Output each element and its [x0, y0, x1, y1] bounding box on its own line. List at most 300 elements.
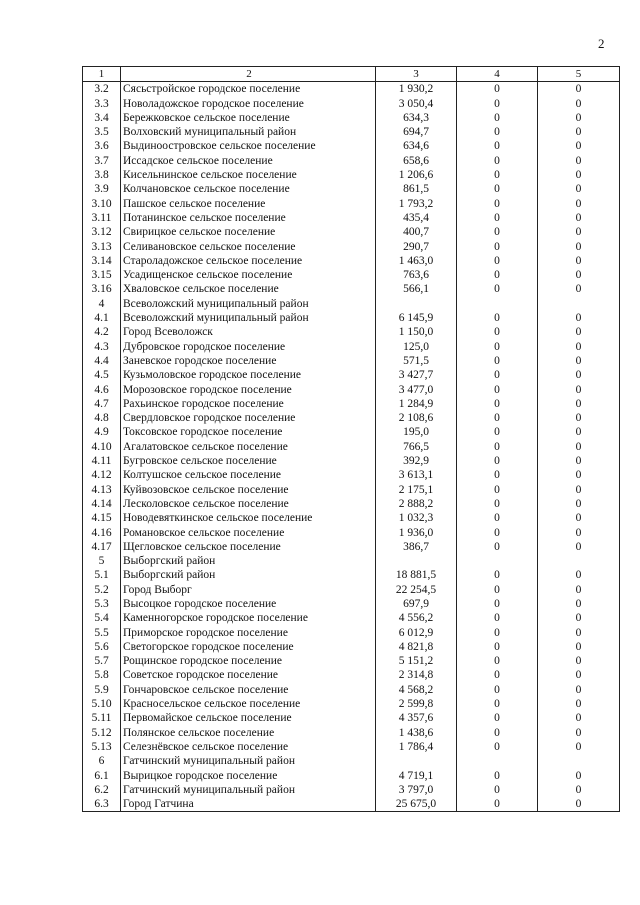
- row-value-col3: 2 314,8: [376, 668, 457, 682]
- row-name: Дубровское городское поселение: [121, 340, 376, 354]
- row-name: Сясьстройское городское поселение: [121, 82, 376, 97]
- row-value-col5: 0: [538, 82, 620, 97]
- row-value-col5: 0: [538, 611, 620, 625]
- table-row: [83, 311, 620, 325]
- row-number: 5.5: [83, 626, 121, 640]
- row-value-col3: 2 599,8: [376, 697, 457, 711]
- allocation-table: [82, 66, 620, 812]
- row-name: Гончаровское сельское поселение: [121, 683, 376, 697]
- row-name: Кузьмоловское городское поселение: [121, 368, 376, 382]
- row-name: Волховский муниципальный район: [121, 125, 376, 139]
- row-value-col5: 0: [538, 254, 620, 268]
- table-row: [83, 411, 620, 425]
- row-value-col3: 400,7: [376, 225, 457, 239]
- row-name: Рахьинское городское поселение: [121, 397, 376, 411]
- table-row: [83, 425, 620, 439]
- row-value-col5: 0: [538, 97, 620, 111]
- row-number: 3.5: [83, 125, 121, 139]
- header-col-5: 5: [538, 67, 620, 82]
- row-value-col5: 0: [538, 182, 620, 196]
- row-value-col5: 0: [538, 583, 620, 597]
- row-value-col5: 0: [538, 526, 620, 540]
- row-name: Бережковское сельское поселение: [121, 111, 376, 125]
- row-value-col3: 125,0: [376, 340, 457, 354]
- table-row: [83, 683, 620, 697]
- row-value-col4: 0: [457, 383, 538, 397]
- row-value-col4: [457, 754, 538, 768]
- section-row: [83, 554, 620, 568]
- row-value-col4: 0: [457, 97, 538, 111]
- table-row: [83, 654, 620, 668]
- row-value-col5: 0: [538, 540, 620, 554]
- row-name: Бугровское сельское поселение: [121, 454, 376, 468]
- row-name: Всеволожский муниципальный район: [121, 311, 376, 325]
- row-value-col4: 0: [457, 583, 538, 597]
- row-value-col4: 0: [457, 511, 538, 525]
- row-name: Всеволожский муниципальный район: [121, 297, 376, 311]
- row-name: Красносельское сельское поселение: [121, 697, 376, 711]
- row-name: Хваловское сельское поселение: [121, 282, 376, 296]
- row-number: 6.2: [83, 783, 121, 797]
- row-number: 5.8: [83, 668, 121, 682]
- row-value-col5: 0: [538, 325, 620, 339]
- row-number: 3.13: [83, 240, 121, 254]
- row-name: Агалатовское сельское поселение: [121, 440, 376, 454]
- row-value-col4: 0: [457, 597, 538, 611]
- row-name: Морозовское городское поселение: [121, 383, 376, 397]
- row-value-col4: 0: [457, 668, 538, 682]
- row-value-col4: 0: [457, 568, 538, 582]
- row-value-col5: 0: [538, 411, 620, 425]
- row-value-col3: 386,7: [376, 540, 457, 554]
- header-col-4: 4: [457, 67, 538, 82]
- row-number: 3.16: [83, 282, 121, 296]
- table-row: [83, 740, 620, 754]
- section-row: [83, 297, 620, 311]
- row-value-col5: [538, 554, 620, 568]
- row-value-col5: 0: [538, 311, 620, 325]
- row-value-col4: 0: [457, 683, 538, 697]
- row-value-col5: 0: [538, 268, 620, 282]
- table-row: [83, 397, 620, 411]
- row-value-col3: 2 888,2: [376, 497, 457, 511]
- row-value-col4: 0: [457, 340, 538, 354]
- row-value-col5: [538, 297, 620, 311]
- row-name: Свирицкое сельское поселение: [121, 225, 376, 239]
- table-row: [83, 154, 620, 168]
- row-number: 4.16: [83, 526, 121, 540]
- table-row: [83, 168, 620, 182]
- row-value-col3: 2 108,6: [376, 411, 457, 425]
- row-value-col5: 0: [538, 740, 620, 754]
- row-value-col4: 0: [457, 654, 538, 668]
- row-value-col4: 0: [457, 440, 538, 454]
- row-value-col3: 4 719,1: [376, 769, 457, 783]
- row-value-col4: 0: [457, 711, 538, 725]
- row-value-col3: 1 936,0: [376, 526, 457, 540]
- row-value-col4: 0: [457, 82, 538, 97]
- row-value-col4: 0: [457, 268, 538, 282]
- row-value-col3: 195,0: [376, 425, 457, 439]
- row-value-col4: 0: [457, 182, 538, 196]
- table-row: [83, 497, 620, 511]
- row-number: 4.8: [83, 411, 121, 425]
- row-number: 6.1: [83, 769, 121, 783]
- row-value-col4: 0: [457, 139, 538, 153]
- row-value-col3: 1 463,0: [376, 254, 457, 268]
- table-row: [83, 726, 620, 740]
- row-name: Каменногорское городское поселение: [121, 611, 376, 625]
- row-number: 5.13: [83, 740, 121, 754]
- row-value-col3: 2 175,1: [376, 483, 457, 497]
- row-number: 4.17: [83, 540, 121, 554]
- row-value-col3: 3 797,0: [376, 783, 457, 797]
- row-name: Староладожское сельское поселение: [121, 254, 376, 268]
- table-row: [83, 440, 620, 454]
- row-name: Щегловское сельское поселение: [121, 540, 376, 554]
- table-row: [83, 111, 620, 125]
- row-value-col5: 0: [538, 726, 620, 740]
- table-row: [83, 240, 620, 254]
- row-name: Полянское сельское поселение: [121, 726, 376, 740]
- row-name: Лесколовское сельское поселение: [121, 497, 376, 511]
- table-row: [83, 354, 620, 368]
- row-value-col3: [376, 297, 457, 311]
- row-value-col5: 0: [538, 368, 620, 382]
- row-number: 4.3: [83, 340, 121, 354]
- row-value-col4: 0: [457, 397, 538, 411]
- header-col-3: 3: [376, 67, 457, 82]
- header-col-2: 2: [121, 67, 376, 82]
- table-header-row: [83, 67, 620, 82]
- row-value-col4: 0: [457, 526, 538, 540]
- row-value-col5: 0: [538, 240, 620, 254]
- row-number: 3.15: [83, 268, 121, 282]
- row-value-col4: 0: [457, 454, 538, 468]
- row-number: 5: [83, 554, 121, 568]
- row-value-col3: 1 206,6: [376, 168, 457, 182]
- row-name: Кисельнинское сельское поселение: [121, 168, 376, 182]
- row-name: Город Гатчина: [121, 797, 376, 812]
- row-value-col3: 6 012,9: [376, 626, 457, 640]
- row-value-col3: 435,4: [376, 211, 457, 225]
- row-value-col5: 0: [538, 383, 620, 397]
- row-value-col5: 0: [538, 397, 620, 411]
- table-row: [83, 268, 620, 282]
- row-number: 4.1: [83, 311, 121, 325]
- row-number: 5.3: [83, 597, 121, 611]
- row-number: 5.1: [83, 568, 121, 582]
- table-row: [83, 668, 620, 682]
- table-row: [83, 82, 620, 97]
- row-name: Усадищенское сельское поселение: [121, 268, 376, 282]
- table-row: [83, 597, 620, 611]
- row-value-col4: 0: [457, 540, 538, 554]
- table-row: [83, 340, 620, 354]
- table-row: [83, 468, 620, 482]
- table-row: [83, 182, 620, 196]
- row-number: 4.6: [83, 383, 121, 397]
- row-number: 5.9: [83, 683, 121, 697]
- table-row: [83, 797, 620, 812]
- row-number: 3.6: [83, 139, 121, 153]
- row-value-col4: 0: [457, 168, 538, 182]
- row-value-col5: 0: [538, 154, 620, 168]
- table-row: [83, 368, 620, 382]
- row-value-col5: 0: [538, 354, 620, 368]
- row-name: Иссадское сельское поселение: [121, 154, 376, 168]
- row-number: 4.12: [83, 468, 121, 482]
- row-number: 4.15: [83, 511, 121, 525]
- row-value-col4: 0: [457, 282, 538, 296]
- row-name: Колтушское сельское поселение: [121, 468, 376, 482]
- table-row: [83, 254, 620, 268]
- row-name: Колчановское сельское поселение: [121, 182, 376, 196]
- row-number: 5.2: [83, 583, 121, 597]
- row-value-col4: 0: [457, 111, 538, 125]
- table-row: [83, 568, 620, 582]
- row-value-col3: 1 150,0: [376, 325, 457, 339]
- row-number: 6.3: [83, 797, 121, 812]
- row-value-col5: 0: [538, 597, 620, 611]
- row-number: 4.4: [83, 354, 121, 368]
- header-col-1: 1: [83, 67, 121, 82]
- row-number: 4.13: [83, 483, 121, 497]
- row-value-col4: 0: [457, 697, 538, 711]
- row-name: Токсовское городское поселение: [121, 425, 376, 439]
- row-value-col3: 634,6: [376, 139, 457, 153]
- row-value-col3: [376, 754, 457, 768]
- row-value-col3: 4 357,6: [376, 711, 457, 725]
- row-name: Куйвозовское сельское поселение: [121, 483, 376, 497]
- row-value-col4: 0: [457, 240, 538, 254]
- row-number: 3.4: [83, 111, 121, 125]
- table-row: [83, 783, 620, 797]
- row-value-col5: 0: [538, 125, 620, 139]
- table-row: [83, 225, 620, 239]
- row-value-col4: 0: [457, 626, 538, 640]
- row-value-col3: 766,5: [376, 440, 457, 454]
- row-name: Селивановское сельское поселение: [121, 240, 376, 254]
- row-name: Рощинское городское поселение: [121, 654, 376, 668]
- row-number: 3.14: [83, 254, 121, 268]
- row-value-col5: 0: [538, 111, 620, 125]
- table-row: [83, 583, 620, 597]
- row-value-col4: 0: [457, 154, 538, 168]
- row-value-col4: 0: [457, 740, 538, 754]
- row-value-col4: 0: [457, 125, 538, 139]
- row-value-col4: 0: [457, 254, 538, 268]
- row-value-col4: 0: [457, 368, 538, 382]
- row-value-col5: 0: [538, 211, 620, 225]
- row-value-col3: 4 556,2: [376, 611, 457, 625]
- row-value-col5: 0: [538, 282, 620, 296]
- row-value-col4: 0: [457, 354, 538, 368]
- row-value-col4: 0: [457, 411, 538, 425]
- row-value-col3: 392,9: [376, 454, 457, 468]
- row-value-col5: 0: [538, 640, 620, 654]
- row-name: Свердловское городское поселение: [121, 411, 376, 425]
- table-row: [83, 383, 620, 397]
- row-number: 3.3: [83, 97, 121, 111]
- row-value-col3: 658,6: [376, 154, 457, 168]
- row-value-col4: [457, 554, 538, 568]
- row-value-col5: 0: [538, 511, 620, 525]
- row-value-col3: 6 145,9: [376, 311, 457, 325]
- row-value-col3: 3 050,4: [376, 97, 457, 111]
- row-value-col3: 4 821,8: [376, 640, 457, 654]
- row-value-col4: 0: [457, 611, 538, 625]
- row-name: Советское городское поселение: [121, 668, 376, 682]
- row-name: Романовское сельское поселение: [121, 526, 376, 540]
- section-row: [83, 754, 620, 768]
- row-value-col3: 634,3: [376, 111, 457, 125]
- row-name: Гатчинский муниципальный район: [121, 783, 376, 797]
- row-number: 4.7: [83, 397, 121, 411]
- row-number: 4.2: [83, 325, 121, 339]
- row-number: 5.11: [83, 711, 121, 725]
- row-number: 3.12: [83, 225, 121, 239]
- row-value-col4: 0: [457, 197, 538, 211]
- row-value-col5: 0: [538, 797, 620, 812]
- row-value-col3: 5 151,2: [376, 654, 457, 668]
- table-row: [83, 511, 620, 525]
- row-value-col5: 0: [538, 497, 620, 511]
- row-value-col4: 0: [457, 225, 538, 239]
- row-number: 4.14: [83, 497, 121, 511]
- row-number: 4.5: [83, 368, 121, 382]
- row-value-col4: 0: [457, 468, 538, 482]
- row-value-col5: 0: [538, 168, 620, 182]
- row-number: 5.4: [83, 611, 121, 625]
- row-number: 4: [83, 297, 121, 311]
- row-value-col5: 0: [538, 654, 620, 668]
- row-value-col3: [376, 554, 457, 568]
- row-value-col4: 0: [457, 483, 538, 497]
- row-value-col4: 0: [457, 797, 538, 812]
- row-number: 3.8: [83, 168, 121, 182]
- row-value-col5: 0: [538, 340, 620, 354]
- table-row: [83, 211, 620, 225]
- row-value-col4: 0: [457, 425, 538, 439]
- row-number: 5.12: [83, 726, 121, 740]
- row-value-col3: 1 793,2: [376, 197, 457, 211]
- row-value-col5: 0: [538, 468, 620, 482]
- row-number: 4.11: [83, 454, 121, 468]
- row-number: 3.2: [83, 82, 121, 97]
- table-row: [83, 325, 620, 339]
- table-row: [83, 611, 620, 625]
- table-body: [83, 67, 620, 812]
- row-value-col5: 0: [538, 197, 620, 211]
- row-name: Новоладожское городское поселение: [121, 97, 376, 111]
- row-value-col5: 0: [538, 697, 620, 711]
- row-name: Гатчинский муниципальный район: [121, 754, 376, 768]
- row-value-col5: 0: [538, 454, 620, 468]
- row-name: Светогорское городское поселение: [121, 640, 376, 654]
- row-name: Заневское городское поселение: [121, 354, 376, 368]
- table-row: [83, 769, 620, 783]
- row-number: 5.7: [83, 654, 121, 668]
- row-value-col4: [457, 297, 538, 311]
- row-name: Первомайское сельское поселение: [121, 711, 376, 725]
- row-value-col3: 1 438,6: [376, 726, 457, 740]
- row-value-col4: 0: [457, 497, 538, 511]
- row-value-col3: 25 675,0: [376, 797, 457, 812]
- table-row: [83, 282, 620, 296]
- row-number: 4.9: [83, 425, 121, 439]
- row-name: Город Выборг: [121, 583, 376, 597]
- row-number: 5.10: [83, 697, 121, 711]
- row-value-col3: 3 613,1: [376, 468, 457, 482]
- row-value-col3: 763,6: [376, 268, 457, 282]
- table-row: [83, 139, 620, 153]
- row-number: 5.6: [83, 640, 121, 654]
- row-value-col3: 1 032,3: [376, 511, 457, 525]
- table-row: [83, 526, 620, 540]
- row-value-col3: 18 881,5: [376, 568, 457, 582]
- row-number: 3.10: [83, 197, 121, 211]
- row-value-col5: 0: [538, 440, 620, 454]
- table-row: [83, 483, 620, 497]
- row-number: 4.10: [83, 440, 121, 454]
- row-number: 3.7: [83, 154, 121, 168]
- table-row: [83, 640, 620, 654]
- row-value-col4: 0: [457, 311, 538, 325]
- row-name: Высоцкое городское поселение: [121, 597, 376, 611]
- row-value-col4: 0: [457, 211, 538, 225]
- row-value-col3: 571,5: [376, 354, 457, 368]
- row-value-col5: 0: [538, 139, 620, 153]
- row-value-col4: 0: [457, 769, 538, 783]
- row-value-col3: 861,5: [376, 182, 457, 196]
- row-name: Селезнёвское сельское поселение: [121, 740, 376, 754]
- page-number: 2: [598, 36, 605, 51]
- row-value-col3: 1 284,9: [376, 397, 457, 411]
- table-row: [83, 454, 620, 468]
- row-value-col3: 1 786,4: [376, 740, 457, 754]
- row-name: Потанинское сельское поселение: [121, 211, 376, 225]
- row-value-col4: 0: [457, 325, 538, 339]
- row-value-col5: 0: [538, 769, 620, 783]
- row-value-col5: [538, 754, 620, 768]
- row-name: Приморское городское поселение: [121, 626, 376, 640]
- row-number: 6: [83, 754, 121, 768]
- row-name: Город Всеволожск: [121, 325, 376, 339]
- row-name: Выборгский район: [121, 568, 376, 582]
- row-value-col3: 694,7: [376, 125, 457, 139]
- row-name: Вырицкое городское поселение: [121, 769, 376, 783]
- row-value-col3: 1 930,2: [376, 82, 457, 97]
- table-row: [83, 125, 620, 139]
- row-number: 3.11: [83, 211, 121, 225]
- row-value-col3: 3 427,7: [376, 368, 457, 382]
- row-value-col3: 3 477,0: [376, 383, 457, 397]
- row-value-col5: 0: [538, 425, 620, 439]
- table-row: [83, 97, 620, 111]
- row-number: 3.9: [83, 182, 121, 196]
- row-value-col3: 4 568,2: [376, 683, 457, 697]
- row-value-col5: 0: [538, 668, 620, 682]
- row-name: Пашское сельское поселение: [121, 197, 376, 211]
- row-value-col5: 0: [538, 483, 620, 497]
- table-row: [83, 540, 620, 554]
- table-row: [83, 697, 620, 711]
- row-value-col4: 0: [457, 783, 538, 797]
- row-value-col5: 0: [538, 568, 620, 582]
- table-row: [83, 711, 620, 725]
- row-value-col3: 566,1: [376, 282, 457, 296]
